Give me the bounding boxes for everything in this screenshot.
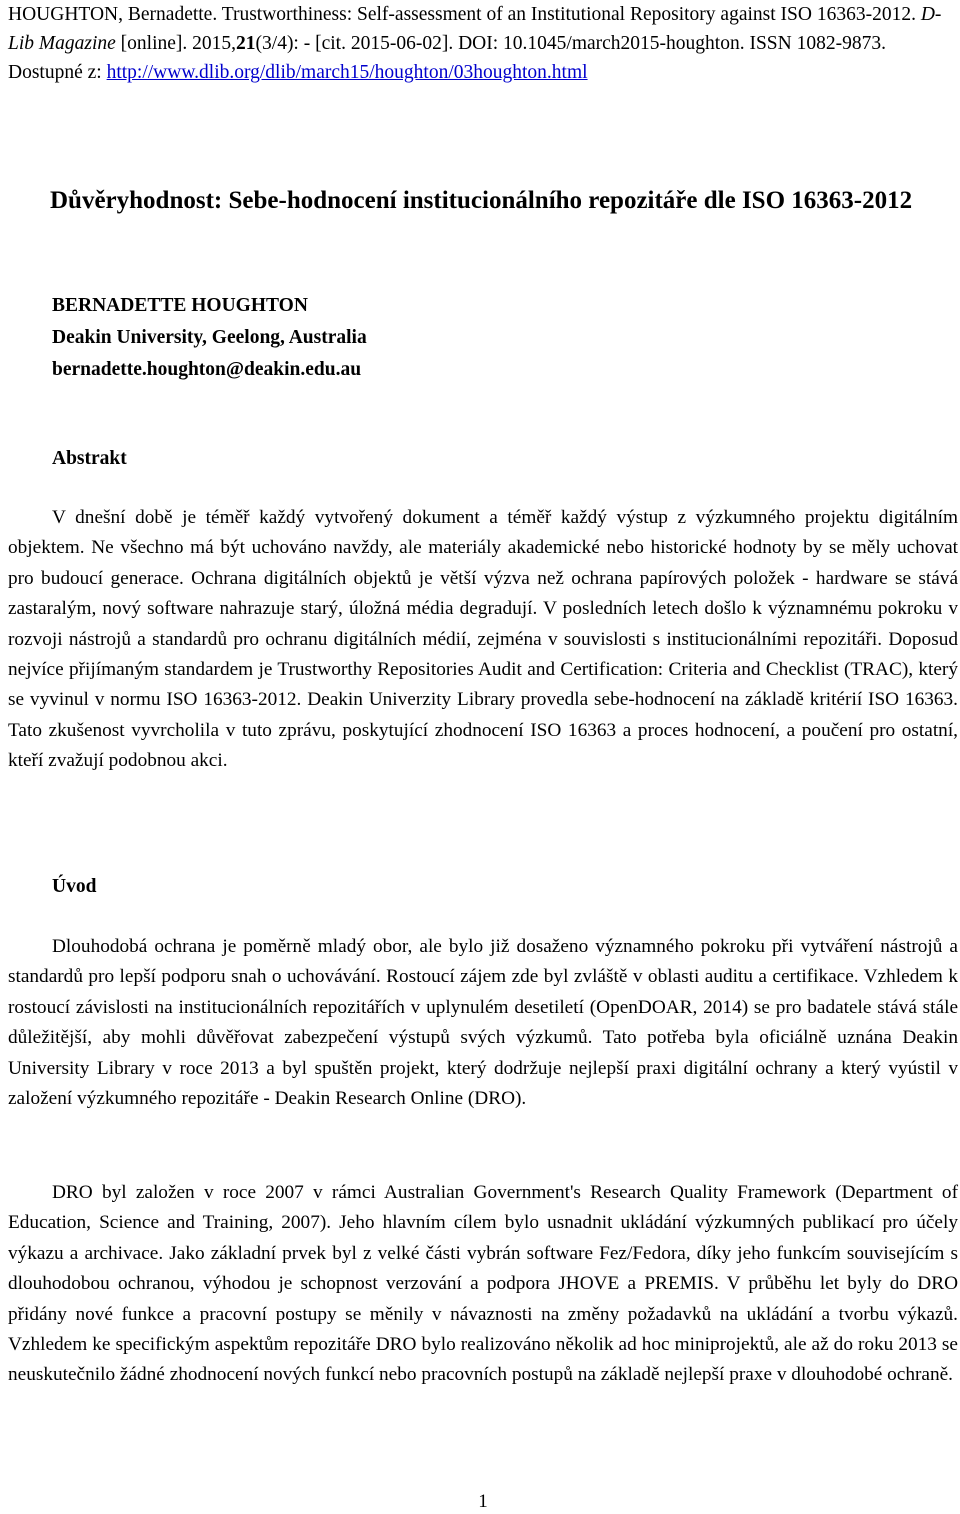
citation-medium: [online].	[120, 33, 188, 54]
author-email: bernadette.houghton@deakin.edu.au	[52, 359, 362, 380]
intro-paragraph-2: DRO byl založen v roce 2007 v rámci Australian Government's Research Quality Framework (Department of Education, Science and Training, 2007). Jeho hlavním cílem bylo usnadnit ukládání výzkumných publikací pro účely výkazu a archivace. Jako základní prvek byl z velké části vybrán software Fez/Fedora, díky jeho funkcím souvisejícím s dlouhodobou ochranou, výhodou je schopnost verzování a podpora JHOVE a PREMIS. V průběhu let byly do DRO přidány nové funkce a pracovní postupy se měnily v návaznosti na změny požadavků na ukládání a tvorbu výkazů. Vzhledem ke specifickým aspektům repozitáře DRO bylo realizováno několik ad hoc miniprojektů, ale až do roku 2013 se neuskutečnilo žádné zhodnocení nových funkcí nebo pracovních postupů na základě nejlepší praxe v dlouhodobé ochraně.	[8, 1182, 958, 1386]
author-block	[52, 290, 367, 386]
intro-paragraph-1: Dlouhodobá ochrana je poměrně mladý obor, ale bylo již dosaženo významného pokroku při vytváření nástrojů a standardů pro lepší podporu snah o uchovávání. Rostoucí zájem zde byl zvláště v oblasti auditu a certifikace. Vzhledem k rostoucí závislosti na institucionálních repozitářích v uplynulém desetiletí (OpenDOAR, 2014) se pro badatele stává stále důležitější, aby mohli důvěřovat zabezpečení výstupů svých výzkumů. Tato potřeba byla oficiálně uznána Deakin University Library v roce 2013 a byl spuštěn projekt, který dodržuje nejlepší praxi digitální ochrany a který vyústil v založení výzkumného repozitáře - Deakin Research Online (DRO).	[8, 936, 958, 1110]
citation-authors: HOUGHTON, Bernadette.	[8, 4, 218, 25]
citation-doi: DOI: 10.1045/march2015-houghton.	[458, 33, 745, 54]
citation-issn: ISSN 1082-9873.	[749, 33, 886, 54]
citation	[8, 0, 958, 87]
author-name: BERNADETTE HOUGHTON	[52, 295, 308, 316]
citation-article-title: Trustworthiness: Self-assessment of an Institutional Repository against ISO 16363-2012.	[221, 4, 916, 25]
citation-available-label: Dostupné z:	[8, 62, 102, 83]
paper-title: Důvěryhodnost: Sebe-hodnocení institucionálního repozitáře dle ISO 16363-2012	[50, 187, 913, 214]
citation-journal: D-Lib Magazine	[8, 4, 942, 54]
citation-url-link[interactable]: http://www.dlib.org/dlib/march15/houghton/03houghton.html	[106, 62, 588, 83]
abstract-heading: Abstrakt	[52, 448, 127, 469]
document-page	[8, 0, 958, 1514]
citation-issue-pages: (3/4): - [cit. 2015-06-02].	[255, 33, 454, 54]
citation-volume: 21	[236, 33, 256, 54]
author-affiliation: Deakin University, Geelong, Australia	[52, 327, 367, 348]
page-number: 1	[478, 1491, 488, 1512]
citation-year: 2015,	[192, 33, 237, 54]
abstract-paragraph: V dnešní době je téměř každý vytvořený dokument a téměř každý výstup z výzkumného projektu digitálním objektem. Ne všechno má být uchováno navždy, ale materiály akademické nebo historické hodnoty by se měly uchovat pro budoucí generace. Ochrana digitálních objektů je větší výzva než ochrana papírových položek - hardware se stává zastaralým, nový software nahrazuje starý, úložná média degradují. V posledních letech došlo k významnému pokroku v rozvoji nástrojů a standardů pro ochranu digitálních médií, zejména v souvislosti s institucionálními repozitáři. Doposud nejvíce přijímaným standardem je Trustworthy Repositories Audit and Certification: Criteria and Checklist (TRAC), který se vyvinul v normu ISO 16363-2012. Deakin Univerzity Library provedla sebe-hodnocení na základě kritérií ISO 16363. Tato zkušenost vyvrcholila v tuto zprávu, poskytující zhodnocení ISO 16363 a proces hodnocení, a poučení pro ostatní, kteří zvažují podobnou akci.	[8, 507, 958, 772]
intro-heading: Úvod	[52, 876, 97, 897]
